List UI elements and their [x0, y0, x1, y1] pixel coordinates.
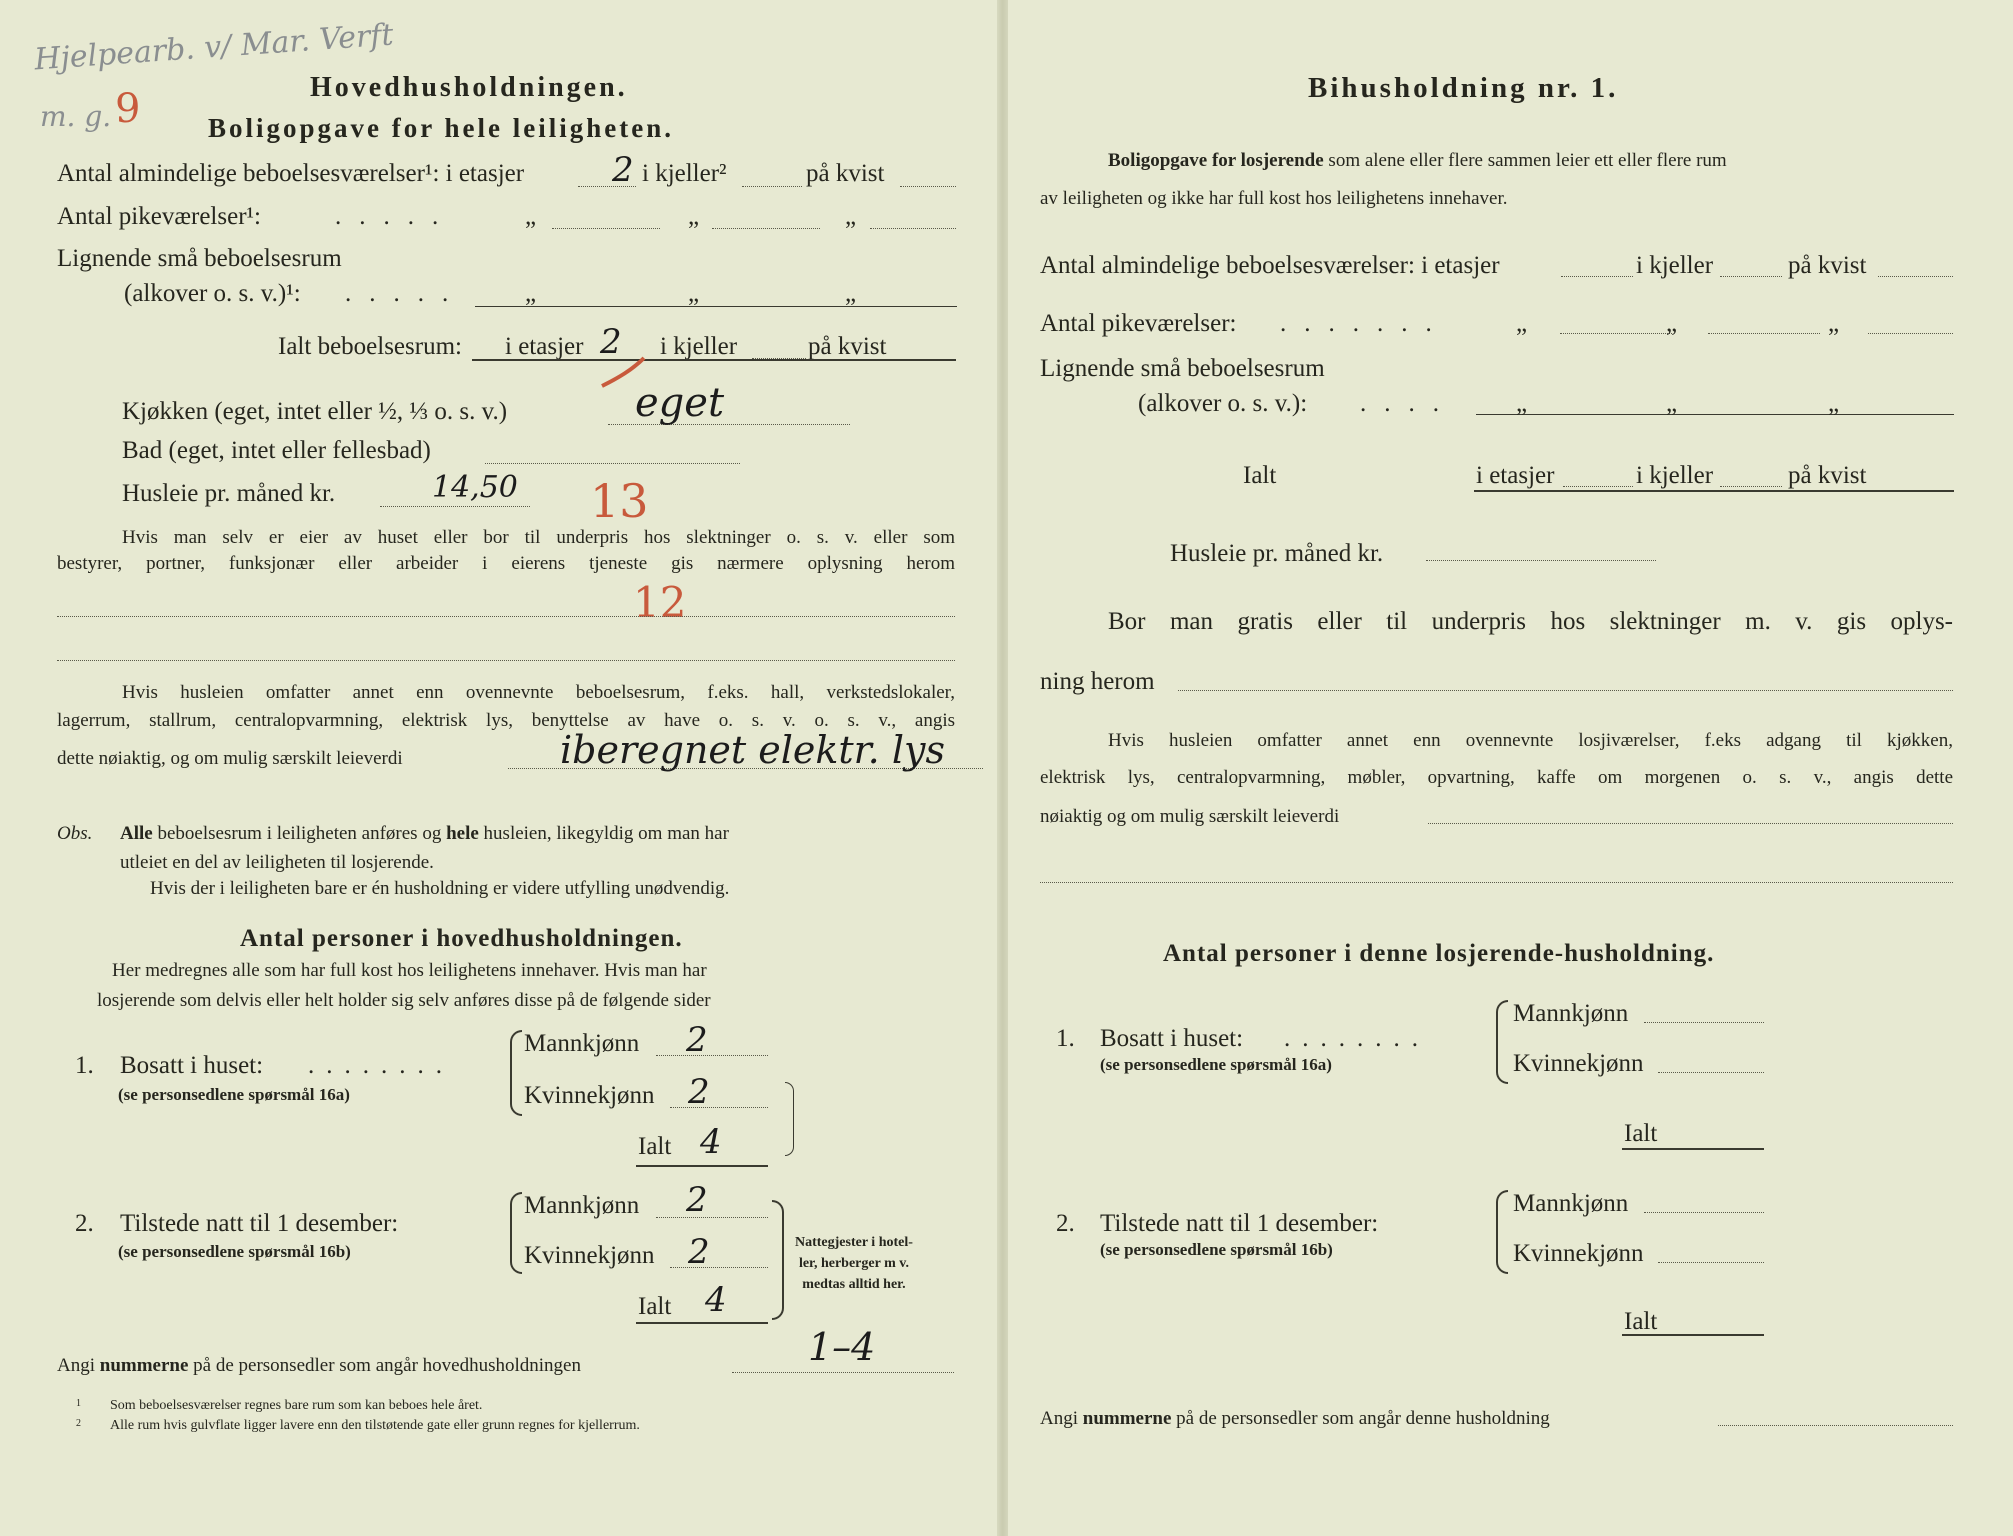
- present-total-label: Ialt: [1624, 1308, 1658, 1335]
- page-title: Bihusholdning nr. 1.: [1308, 72, 1619, 104]
- maid-attic-field[interactable]: [712, 228, 820, 229]
- rent-field[interactable]: [380, 506, 530, 507]
- guests-note: [795, 1232, 913, 1295]
- present-female-field[interactable]: [1658, 1262, 1764, 1263]
- total-rooms-label: Ialt: [1243, 462, 1277, 489]
- includes-note-line3: nøiaktig og om mulig særskilt leieverdi: [1040, 806, 1340, 827]
- resident-female-label: Kvinnekjønn: [1513, 1050, 1644, 1077]
- intro-bold: Boligopgave for losjerende: [1108, 150, 1324, 171]
- resident-total-label: Ialt: [638, 1133, 672, 1160]
- intro-line2: av leiligheten og ikke har full kost hos leilighetens innehaver.: [1040, 188, 1508, 209]
- obs-text-b: husleien, likegyldig om man har: [483, 823, 729, 844]
- present-brace: [510, 1192, 522, 1274]
- footnote-1: Som beboelsesværelser regnes bare rum som kan beboes hele året.: [110, 1398, 483, 1413]
- present-total-line: [636, 1322, 768, 1324]
- present-total-line: [1622, 1334, 1764, 1336]
- numbers-label-a: Angi: [1040, 1408, 1078, 1429]
- present-right-brace: [772, 1200, 784, 1320]
- present-male-label: Mannkjønn: [1513, 1190, 1629, 1217]
- present-male-label: Mannkjønn: [524, 1192, 640, 1219]
- includes-value: iberegnet elektr. lys: [560, 728, 945, 772]
- obs-line1: [120, 823, 729, 845]
- resident-label: Bosatt i huset:: [120, 1052, 264, 1079]
- small-rooms-label: Lignende små beboelsesrum: [57, 245, 342, 272]
- basement-field[interactable]: [742, 186, 802, 187]
- present-label: Tilstede natt til 1 desember:: [1100, 1210, 1379, 1237]
- total-attic-label: på kvist: [1788, 462, 1867, 489]
- present-female-label: Kvinnekjønn: [524, 1242, 655, 1269]
- resident-male-label: Mannkjønn: [524, 1030, 640, 1057]
- ordinary-rooms-label: Antal almindelige beboelsesværelser: i etasjer: [1040, 252, 1500, 279]
- present-male-value: 2: [686, 1180, 708, 1220]
- small-rooms-sublabel: (alkover o. s. v.):: [1138, 390, 1308, 417]
- dot-leader: ........: [308, 1052, 454, 1079]
- persons-note-line1: Her medregnes alle som har full kost hos leilighetens innehaver. Hvis man har: [112, 960, 707, 981]
- maid-basement-field[interactable]: [552, 228, 660, 229]
- numbers-label: [57, 1355, 581, 1377]
- present-label: Tilstede natt til 1 desember:: [120, 1210, 399, 1237]
- dot-leader: ........: [1284, 1025, 1430, 1052]
- free-note-field[interactable]: [1178, 690, 1953, 691]
- resident-number: 1.: [75, 1052, 94, 1079]
- rent-field[interactable]: [1426, 560, 1656, 561]
- persons-heading: Antal personer i denne losjerende-husholdning.: [1163, 940, 1715, 967]
- maid-rooms-label: Antal pikeværelser¹:: [57, 203, 261, 230]
- ditto-mark: „: [1828, 310, 1840, 337]
- resident-male-label: Mannkjønn: [1513, 1000, 1629, 1027]
- resident-sublabel: (se personsedlene spørsmål 16a): [1100, 1055, 1332, 1074]
- total-attic-label: på kvist: [808, 333, 887, 360]
- free-note-line2: ning herom: [1040, 668, 1155, 695]
- footnote-2: Alle rum hvis gulvflate ligger lavere enn den tilstøtende gate eller grunn regnes for kjellerrum.: [110, 1418, 640, 1433]
- maid-extra-field[interactable]: [1868, 333, 1953, 334]
- present-number: 2.: [75, 1210, 94, 1237]
- resident-male-field[interactable]: [656, 1055, 768, 1056]
- ditto-mark: „: [1666, 310, 1678, 337]
- total-rooms-underline: [1474, 490, 1954, 492]
- persons-heading: Antal personer i hovedhusholdningen.: [240, 925, 683, 952]
- attic-field[interactable]: [900, 186, 956, 187]
- obs-line2: utleiet en del av leiligheten til losjerende.: [120, 852, 434, 873]
- present-total-label: Ialt: [638, 1293, 672, 1320]
- guests-note-line2: ler, herberger m v.: [798, 1256, 909, 1271]
- attic-label: på kvist: [806, 160, 885, 187]
- present-female-value: 2: [688, 1232, 710, 1272]
- total-floors-label: i etasjer: [505, 333, 584, 360]
- total-basement-label: i kjeller: [1636, 462, 1714, 489]
- resident-female-field[interactable]: [670, 1107, 768, 1108]
- rent-label: Husleie pr. måned kr.: [1170, 540, 1384, 567]
- guests-note-line1: Nattegjester i hotel-: [795, 1235, 913, 1250]
- resident-female-value: 2: [688, 1072, 710, 1112]
- maid-basement-field[interactable]: [1560, 333, 1672, 334]
- resident-total-label: Ialt: [1624, 1120, 1658, 1147]
- ditto-mark: „: [525, 203, 537, 230]
- page-subtitle: Boligopgave for hele leiligheten.: [208, 113, 674, 143]
- obs-text-a: beboelsesrum i leiligheten anføres og: [157, 823, 442, 844]
- numbers-label: [1040, 1408, 1550, 1430]
- ditto-mark: „: [1516, 310, 1528, 337]
- attic-label: på kvist: [1788, 252, 1867, 279]
- page-title: Hovedhusholdningen.: [310, 72, 628, 103]
- total-floors-field[interactable]: [1563, 486, 1633, 487]
- resident-brace: [510, 1030, 522, 1116]
- total-floors-label: i etasjer: [1476, 462, 1555, 489]
- numbers-field[interactable]: [732, 1372, 954, 1373]
- owner-info-field-2[interactable]: [57, 660, 955, 661]
- pencil-note-occupation: Hjelpearb. v/ Mar. Verft: [33, 17, 395, 78]
- present-male-field[interactable]: [1644, 1212, 1764, 1213]
- dot-leader: .......: [1280, 310, 1450, 337]
- owner-red-mark: 12: [633, 578, 687, 627]
- ditto-mark: „: [1666, 390, 1678, 417]
- dot-leader: ....: [1360, 390, 1457, 417]
- numbers-label-c: på de personsedler som angår hovedhusholdningen: [193, 1355, 581, 1376]
- floors-field[interactable]: [1561, 276, 1633, 277]
- pencil-note-mg: m. g.: [40, 100, 112, 133]
- kitchen-label: Kjøkken (eget, intet eller ½, ⅓ o. s. v.): [122, 398, 508, 425]
- resident-label: Bosatt i huset:: [1100, 1025, 1244, 1052]
- attic-field[interactable]: [1878, 276, 1953, 277]
- numbers-label-bold: nummerne: [1082, 1408, 1172, 1429]
- ditto-mark: „: [1828, 390, 1840, 417]
- present-number: 2.: [1056, 1210, 1075, 1237]
- main-household-page: [0, 0, 1000, 1536]
- resident-total-line: [636, 1165, 768, 1167]
- rent-red-mark: 13: [590, 474, 649, 528]
- numbers-label-c: på de personsedler som angår denne husholdning: [1176, 1408, 1550, 1429]
- small-rooms-label: Lignende små beboelsesrum: [1040, 355, 1325, 382]
- resident-male-value: 2: [686, 1020, 708, 1060]
- includes-note-line2: lagerrum, stallrum, centralopvarmning, elektrisk lys, benyttelse av have o. s. v. o. s. v., angis: [57, 710, 955, 731]
- present-female-label: Kvinnekjønn: [1513, 1240, 1644, 1267]
- ditto-mark: „: [1516, 390, 1528, 417]
- present-female-field[interactable]: [670, 1267, 768, 1268]
- sub-household-page: [1008, 0, 2013, 1536]
- resident-sublabel: (se personsedlene spørsmål 16a): [118, 1085, 350, 1104]
- ordinary-rooms-label: Antal almindelige beboelsesværelser¹: i etasjer: [57, 160, 525, 187]
- maid-rooms-label: Antal pikeværelser:: [1040, 310, 1237, 337]
- rent-label: Husleie pr. måned kr.: [122, 480, 336, 507]
- ditto-mark: „: [525, 280, 537, 307]
- resident-number: 1.: [1056, 1025, 1075, 1052]
- numbers-field[interactable]: [1718, 1425, 1953, 1426]
- small-rooms-sublabel: (alkover o. s. v.)¹:: [124, 280, 301, 307]
- ditto-mark: „: [845, 203, 857, 230]
- includes-note-line1: Hvis husleien omfatter annet enn ovennevnte beboelsesrum, f.eks. hall, verkstedslokaler,: [122, 682, 955, 703]
- includes-note-line3: dette nøiaktig, og om mulig særskilt leieverdi: [57, 748, 403, 769]
- owner-note-line1: Hvis man selv er eier av huset eller bor til underpris hos slektninger o. s. v. eller som: [122, 527, 955, 548]
- basement-label: i kjeller: [1636, 252, 1714, 279]
- intro-line1: [1108, 150, 1727, 172]
- resident-female-label: Kvinnekjønn: [524, 1082, 655, 1109]
- resident-total-value: 4: [700, 1122, 722, 1162]
- resident-pencil-bracket: [785, 1082, 794, 1156]
- free-note-line1: Bor man gratis eller til underpris hos slektninger m. v. gis oplys-: [1108, 608, 1953, 635]
- present-sublabel: (se personsedlene spørsmål 16b): [118, 1242, 351, 1261]
- numbers-value: 1–4: [808, 1325, 876, 1369]
- total-floors-value: 2: [600, 322, 622, 362]
- ditto-mark: „: [688, 280, 700, 307]
- bath-label: Bad (eget, intet eller fellesbad): [122, 437, 431, 464]
- maid-attic-field[interactable]: [1708, 333, 1820, 334]
- includes-note-line1: Hvis husleien omfatter annet enn ovennevnte losjiværelser, f.eks adgang til kjøkken,: [1108, 730, 1953, 751]
- persons-note-line2: losjerende som delvis eller helt holder sig selv anføres disse på de følgende sider: [97, 990, 711, 1011]
- includes-field-2[interactable]: [1040, 882, 1953, 883]
- obs-hele: hele: [446, 823, 479, 844]
- includes-note-line2: elektrisk lys, centralopvarmning, møbler, opvartning, kaffe om morgenen o. s. v., angis dette: [1040, 767, 1953, 788]
- floors-value: 2: [612, 150, 634, 190]
- ditto-mark: „: [845, 280, 857, 307]
- basement-field[interactable]: [1720, 276, 1782, 277]
- guests-note-line3: medtas alltid her.: [802, 1277, 906, 1292]
- resident-brace: [1496, 1000, 1508, 1084]
- numbers-label-a: Angi: [57, 1355, 95, 1376]
- red-corner-mark: 9: [115, 86, 141, 132]
- resident-female-field[interactable]: [1658, 1072, 1764, 1073]
- maid-extra-field[interactable]: [870, 228, 956, 229]
- obs-line3: Hvis der i leiligheten bare er én husholdning er videre utfylling unødvendig.: [150, 878, 730, 899]
- total-basement-field[interactable]: [1720, 486, 1782, 487]
- present-male-field[interactable]: [656, 1217, 768, 1218]
- bath-field[interactable]: [485, 463, 740, 464]
- dot-leader: .....: [335, 203, 457, 230]
- footnote-1-mark: 1: [76, 1398, 81, 1409]
- present-brace: [1496, 1190, 1508, 1274]
- total-rooms-underline: [472, 359, 956, 361]
- basement-label: i kjeller²: [642, 160, 727, 187]
- resident-male-field[interactable]: [1644, 1022, 1764, 1023]
- footnote-2-mark: 2: [76, 1418, 81, 1429]
- includes-field-1[interactable]: [1428, 823, 1953, 824]
- present-total-value: 4: [705, 1280, 727, 1320]
- numbers-label-bold: nummerne: [99, 1355, 189, 1376]
- intro-text: som alene eller flere sammen leier ett eller flere rum: [1328, 150, 1727, 171]
- total-rooms-label: Ialt beboelsesrum:: [278, 333, 462, 360]
- present-sublabel: (se personsedlene spørsmål 16b): [1100, 1240, 1333, 1259]
- total-basement-label: i kjeller: [660, 333, 738, 360]
- small-rooms-line: [475, 306, 957, 307]
- dot-leader: .....: [345, 280, 467, 307]
- kitchen-value: eget: [635, 380, 725, 426]
- rent-value: 14,50: [432, 470, 518, 505]
- resident-total-line: [1622, 1148, 1764, 1150]
- small-rooms-line: [1476, 414, 1954, 415]
- ditto-mark: „: [688, 203, 700, 230]
- owner-info-field-1[interactable]: [57, 616, 955, 617]
- obs-label: Obs.: [57, 823, 93, 844]
- obs-alle: Alle: [120, 823, 153, 844]
- owner-note-line2: bestyrer, portner, funksjonær eller arbeider i eierens tjeneste gis nærmere oplysning herom: [57, 553, 955, 574]
